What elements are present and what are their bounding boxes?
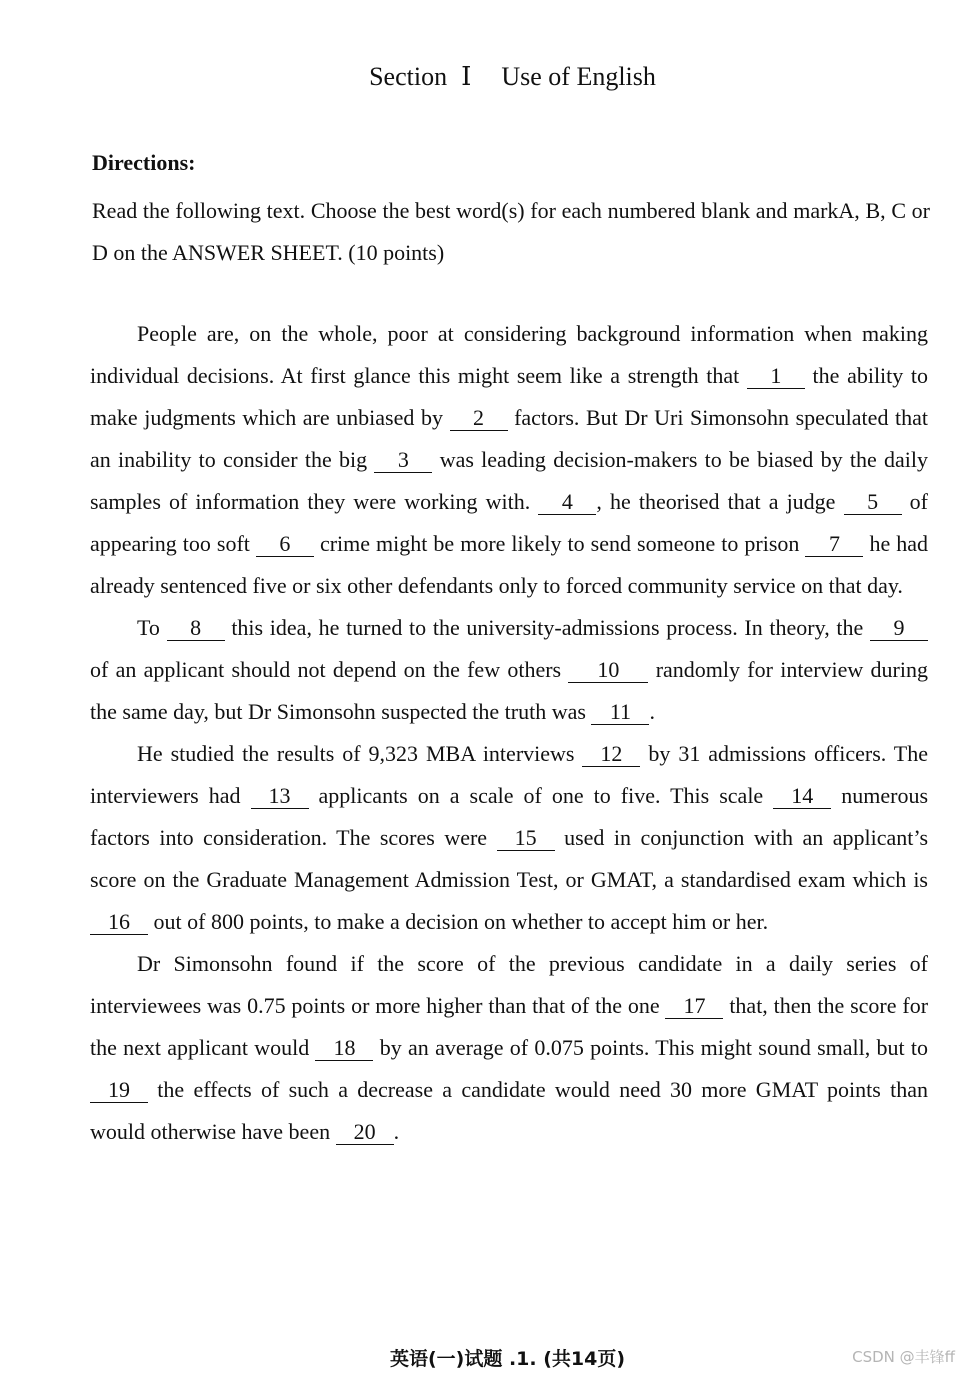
section-title xyxy=(0,62,965,92)
directions-text: Read the following text. Choose the best word(s) for each numbered blank and markA, B, C or D on the ANSWER SHEET. (10 points) xyxy=(92,198,930,265)
passage-text: He studied the results of 9,323 MBA interviews xyxy=(137,741,575,766)
passage-text: To xyxy=(137,615,160,640)
passage-text: used in conjunction with an applicant’s score on the Graduate Management Admission Test, or GMAT, a standardised exam which is xyxy=(90,825,929,892)
blank-2: 2 xyxy=(450,406,508,431)
blank-1: 1 xyxy=(747,364,805,389)
passage-text: was leading decision-makers to be biased by the daily samples of information they were working with. xyxy=(90,447,928,514)
blank-15: 15 xyxy=(497,826,555,851)
paragraph-4 xyxy=(90,943,928,1153)
blank-18: 18 xyxy=(315,1036,373,1061)
passage-text: . xyxy=(393,1119,400,1144)
passage xyxy=(90,313,928,1153)
watermark: CSDN @丰锋ff xyxy=(852,1348,955,1366)
passage-text: of an applicant should not depend on the few others xyxy=(90,657,562,682)
blank-7: 7 xyxy=(805,532,863,557)
passage-text: crime might be more likely to send someone to prison xyxy=(319,531,800,556)
paragraph-2 xyxy=(90,607,928,733)
blank-9: 9 xyxy=(870,616,928,641)
blank-4: 4 xyxy=(538,490,596,515)
passage-text: the effects of such a decrease a candidate would need 30 more GMAT points than would otherwise have been xyxy=(90,1077,928,1144)
paragraph-1 xyxy=(90,313,928,607)
blank-3: 3 xyxy=(374,448,432,473)
blank-20: 20 xyxy=(336,1120,394,1145)
blank-6: 6 xyxy=(256,532,314,557)
passage-text: this idea, he turned to the university-admissions process. In theory, the xyxy=(231,615,864,640)
blank-11: 11 xyxy=(591,700,649,725)
passage-text: randomly for interview during the same day, but Dr Simonsohn suspected the truth was xyxy=(90,657,928,724)
blank-8: 8 xyxy=(167,616,225,641)
passage-text: by an average of 0.075 points. This might sound small, but to xyxy=(379,1035,929,1060)
blank-12: 12 xyxy=(582,742,640,767)
page-footer: 英语(一)试题 .1. (共14页) xyxy=(389,1348,626,1370)
passage-text: , he theorised that a judge xyxy=(596,489,836,514)
section-numeral: Ⅰ xyxy=(461,62,472,91)
passage-text: People are, on the whole, poor at considering background information when making individual decisions. At first glance this might seem like a strength that xyxy=(90,321,928,388)
passage-text: of appearing too soft xyxy=(90,489,928,556)
passage-text: applicants on a scale of one to five. This scale xyxy=(318,783,764,808)
passage-text: out of 800 points, to make a decision on whether to accept him or her. xyxy=(153,909,769,934)
passage-text: . xyxy=(649,699,655,724)
blank-14: 14 xyxy=(773,784,831,809)
passage-text: by 31 admissions officers. The interviewers had xyxy=(90,741,929,808)
blank-17: 17 xyxy=(665,994,723,1019)
section-label: Section xyxy=(369,62,448,91)
blank-19: 19 xyxy=(90,1078,148,1103)
blank-10: 10 xyxy=(568,658,648,683)
blank-5: 5 xyxy=(844,490,902,515)
passage-text: the ability to make judgments which are unbiased by xyxy=(90,363,929,430)
section-name: Use of English xyxy=(501,62,656,91)
passage-text: numerous factors into consideration. The scores were xyxy=(90,783,928,850)
paragraph-3 xyxy=(90,733,928,943)
passage-text: factors. But Dr Uri Simonsohn speculated that an inability to consider the big xyxy=(90,405,928,472)
blank-13: 13 xyxy=(251,784,309,809)
blank-16: 16 xyxy=(90,910,148,935)
passage-text: he had already sentenced five or six other defendants only to forced community service on that day. xyxy=(90,531,929,598)
passage-text: that, then the score for the next applicant would xyxy=(90,993,929,1060)
passage-text: Dr Simonsohn found if the score of the previous candidate in a daily series of interviewees was 0.75 points or more higher than that of the one xyxy=(90,951,928,1018)
directions-heading: Directions: xyxy=(92,150,196,175)
